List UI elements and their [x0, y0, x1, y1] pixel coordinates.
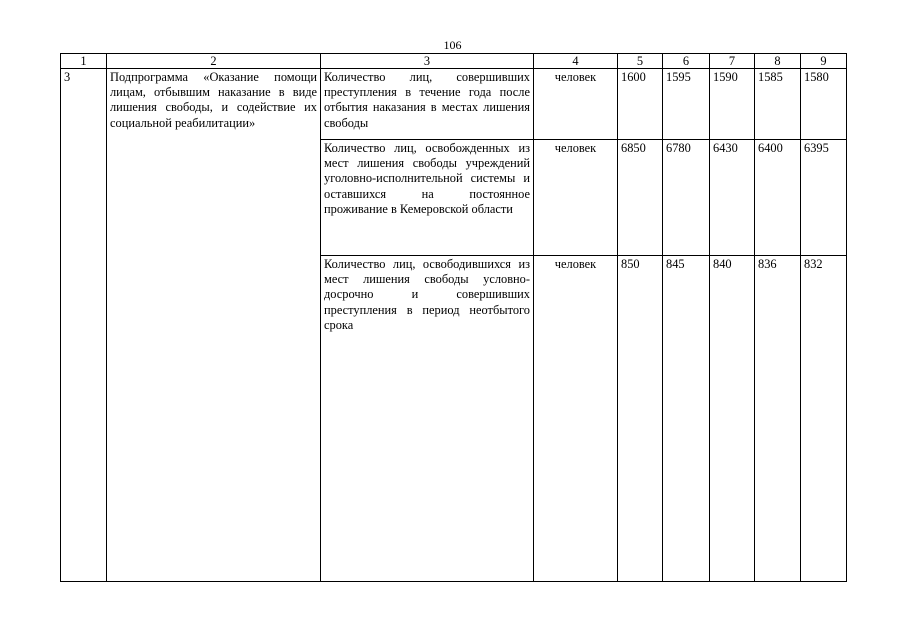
column-header: 8 [755, 54, 801, 69]
indicator-name-cell: Количество лиц, освободившихся из мест лишения свободы условно-досрочно и совершивших преступления в период неотбытого срока [321, 256, 534, 582]
column-header: 6 [663, 54, 710, 69]
table-row [61, 69, 847, 140]
column-header: 2 [107, 54, 321, 69]
unit-cell: человек [534, 140, 618, 256]
value-cell: 840 [710, 256, 755, 582]
value-cell: 1580 [801, 69, 847, 140]
value-cell: 850 [618, 256, 663, 582]
value-cell: 6395 [801, 140, 847, 256]
value-cell: 6780 [663, 140, 710, 256]
header-row [61, 54, 847, 69]
value-cell: 6400 [755, 140, 801, 256]
value-cell: 836 [755, 256, 801, 582]
unit-cell: человек [534, 256, 618, 582]
value-cell: 1595 [663, 69, 710, 140]
value-cell: 6850 [618, 140, 663, 256]
column-header: 3 [321, 54, 534, 69]
subprogram-cell: Подпрограмма «Оказание помощи лицам, отбывшим наказание в виде лишения свободы, и содействие их социальной реабилитации» [107, 69, 321, 582]
column-header: 7 [710, 54, 755, 69]
page-number: 106 [443, 38, 462, 52]
value-cell: 1585 [755, 69, 801, 140]
value-cell: 845 [663, 256, 710, 582]
value-cell: 6430 [710, 140, 755, 256]
column-header: 5 [618, 54, 663, 69]
row-number-cell: 3 [61, 69, 107, 582]
column-header: 4 [534, 54, 618, 69]
value-cell: 832 [801, 256, 847, 582]
unit-cell: человек [534, 69, 618, 140]
indicators-table [60, 53, 847, 582]
indicator-name-cell: Количество лиц, освобожденных из мест лишения свободы учреждений уголовно-исполнительной системы и оставшихся на постоянное проживание в Кемеровской области [321, 140, 534, 256]
column-header: 9 [801, 54, 847, 69]
value-cell: 1590 [710, 69, 755, 140]
indicator-name-cell: Количество лиц, совершивших преступления в течение года после отбытия наказания в местах лишения свободы [321, 69, 534, 140]
column-header: 1 [61, 54, 107, 69]
value-cell: 1600 [618, 69, 663, 140]
